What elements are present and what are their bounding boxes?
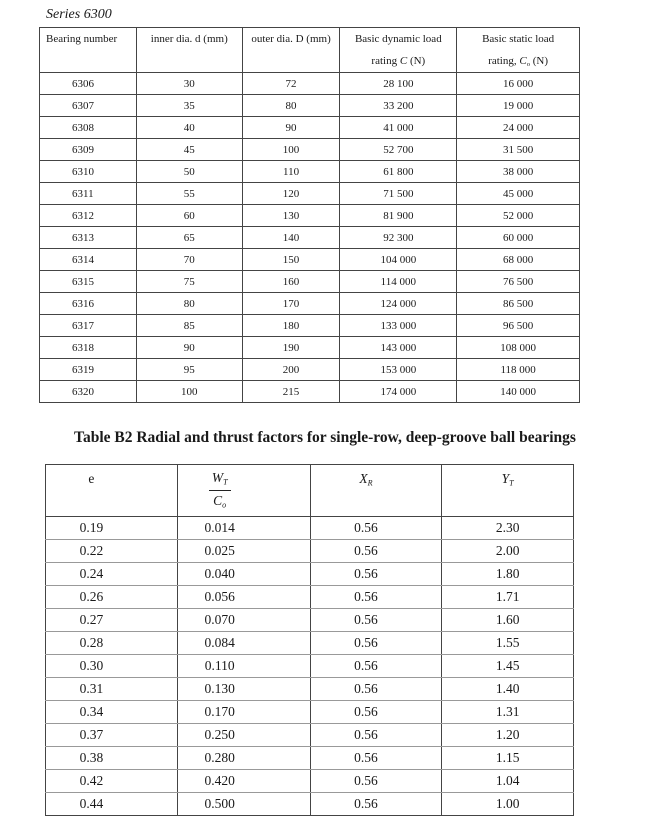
table-row <box>40 315 580 337</box>
header-dynamic-load-line1: Basic dynamic load <box>340 28 457 51</box>
header-outer-dia-cont <box>242 50 340 73</box>
inner-dia-cell: 50 <box>136 161 242 183</box>
inner-dia-cell: 90 <box>136 337 242 359</box>
dynamic-load-cell: 114 000 <box>340 271 457 293</box>
outer-dia-cell: 200 <box>242 359 340 381</box>
table-row <box>40 95 580 117</box>
inner-dia-cell: 55 <box>136 183 242 205</box>
wt-over-co-cell: 0.110 <box>177 655 310 678</box>
outer-dia-cell: 160 <box>242 271 340 293</box>
bearing-number-cell: 6309 <box>40 139 137 161</box>
table-row <box>46 609 574 632</box>
wt-over-co-cell: 0.420 <box>177 770 310 793</box>
wt-over-co-fraction: $\frac{W_T}{C_o}$ <box>209 471 231 509</box>
bearing-number-cell: 6316 <box>40 293 137 315</box>
header-e: e <box>46 465 178 517</box>
bearing-number-cell: 6308 <box>40 117 137 139</box>
table-row <box>40 183 580 205</box>
table-row <box>46 540 574 563</box>
yt-cell: 2.00 <box>442 540 574 563</box>
header-dynamic-load-line2: rating C (N) <box>340 50 457 73</box>
header-inner-dia-cont <box>136 50 242 73</box>
e-cell: 0.22 <box>46 540 178 563</box>
inner-dia-cell: 100 <box>136 381 242 403</box>
wt-over-co-cell: 0.280 <box>177 747 310 770</box>
table-row <box>46 770 574 793</box>
header-static-load-line1: Basic static load <box>457 28 580 51</box>
wt-over-co-cell: 0.500 <box>177 793 310 816</box>
static-load-cell: 52 000 <box>457 205 580 227</box>
dynamic-load-cell: 41 000 <box>340 117 457 139</box>
wt-over-co-cell: 0.040 <box>177 563 310 586</box>
table-row <box>40 293 580 315</box>
bearing-number-cell: 6307 <box>40 95 137 117</box>
dynamic-load-cell: 81 900 <box>340 205 457 227</box>
xr-cell: 0.56 <box>310 747 442 770</box>
inner-dia-cell: 80 <box>136 293 242 315</box>
dynamic-load-cell: 61 800 <box>340 161 457 183</box>
table-row <box>40 161 580 183</box>
outer-dia-cell: 170 <box>242 293 340 315</box>
static-load-cell: 68 000 <box>457 249 580 271</box>
yt-cell: 1.80 <box>442 563 574 586</box>
e-cell: 0.31 <box>46 678 178 701</box>
header-xr: $X_R$ <box>310 465 442 517</box>
table-row <box>40 227 580 249</box>
table-row <box>40 271 580 293</box>
dynamic-load-cell: 133 000 <box>340 315 457 337</box>
yt-cell: 1.45 <box>442 655 574 678</box>
table-row <box>46 517 574 540</box>
inner-dia-cell: 40 <box>136 117 242 139</box>
dynamic-load-cell: 124 000 <box>340 293 457 315</box>
yt-cell: 1.20 <box>442 724 574 747</box>
dynamic-load-cell: 71 500 <box>340 183 457 205</box>
static-load-cell: 16 000 <box>457 73 580 95</box>
table-row <box>46 701 574 724</box>
bearing-number-cell: 6312 <box>40 205 137 227</box>
wt-over-co-cell: 0.084 <box>177 632 310 655</box>
outer-dia-cell: 140 <box>242 227 340 249</box>
e-cell: 0.19 <box>46 517 178 540</box>
radial-thrust-factors-table <box>45 464 574 816</box>
table-row <box>46 747 574 770</box>
xr-cell: 0.56 <box>310 632 442 655</box>
e-cell: 0.34 <box>46 701 178 724</box>
outer-dia-cell: 150 <box>242 249 340 271</box>
outer-dia-cell: 90 <box>242 117 340 139</box>
inner-dia-cell: 60 <box>136 205 242 227</box>
e-cell: 0.28 <box>46 632 178 655</box>
yt-cell: 1.00 <box>442 793 574 816</box>
e-cell: 0.37 <box>46 724 178 747</box>
outer-dia-cell: 110 <box>242 161 340 183</box>
table-row <box>40 73 580 95</box>
table-row <box>40 205 580 227</box>
bearing-number-cell: 6310 <box>40 161 137 183</box>
table-b2-caption: Table B2 Radial and thrust factors for single-row, deep-groove ball bearings <box>74 429 576 446</box>
outer-dia-cell: 72 <box>242 73 340 95</box>
outer-dia-cell: 130 <box>242 205 340 227</box>
wt-over-co-cell: 0.070 <box>177 609 310 632</box>
inner-dia-cell: 45 <box>136 139 242 161</box>
bearing-number-cell: 6315 <box>40 271 137 293</box>
dynamic-load-cell: 143 000 <box>340 337 457 359</box>
wt-over-co-cell: 0.025 <box>177 540 310 563</box>
static-load-cell: 76 500 <box>457 271 580 293</box>
bearing-number-cell: 6313 <box>40 227 137 249</box>
static-load-cell: 118 000 <box>457 359 580 381</box>
wt-over-co-cell: 0.250 <box>177 724 310 747</box>
table-row <box>40 117 580 139</box>
xr-cell: 0.56 <box>310 586 442 609</box>
table-row <box>40 381 580 403</box>
inner-dia-cell: 70 <box>136 249 242 271</box>
table-row <box>46 586 574 609</box>
static-load-cell: 38 000 <box>457 161 580 183</box>
header-bearing-number: Bearing number <box>40 28 137 51</box>
table-row <box>46 632 574 655</box>
dynamic-load-cell: 153 000 <box>340 359 457 381</box>
static-load-cell: 140 000 <box>457 381 580 403</box>
e-cell: 0.24 <box>46 563 178 586</box>
header-outer-dia: outer dia. D (mm) <box>242 28 340 51</box>
xr-cell: 0.56 <box>310 655 442 678</box>
inner-dia-cell: 35 <box>136 95 242 117</box>
inner-dia-cell: 85 <box>136 315 242 337</box>
yt-cell: 2.30 <box>442 517 574 540</box>
yt-cell: 1.15 <box>442 747 574 770</box>
header-static-load-line2: rating, $C_o$ (N) <box>457 50 580 73</box>
table-row <box>40 139 580 161</box>
dynamic-load-cell: 28 100 <box>340 73 457 95</box>
xr-cell: 0.56 <box>310 770 442 793</box>
bearing-series-table <box>39 27 580 403</box>
yt-cell: 1.04 <box>442 770 574 793</box>
bearing-number-cell: 6319 <box>40 359 137 381</box>
yt-cell: 1.55 <box>442 632 574 655</box>
bearing-number-cell: 6318 <box>40 337 137 359</box>
wt-over-co-cell: 0.170 <box>177 701 310 724</box>
table-row <box>46 563 574 586</box>
bearing-number-cell: 6317 <box>40 315 137 337</box>
yt-cell: 1.60 <box>442 609 574 632</box>
table-row <box>46 793 574 816</box>
header-wt-over-co <box>177 465 310 517</box>
xr-cell: 0.56 <box>310 793 442 816</box>
static-load-cell: 60 000 <box>457 227 580 249</box>
e-cell: 0.44 <box>46 793 178 816</box>
table-row <box>46 678 574 701</box>
static-load-cell: 96 500 <box>457 315 580 337</box>
yt-cell: 1.71 <box>442 586 574 609</box>
xr-cell: 0.56 <box>310 517 442 540</box>
inner-dia-cell: 30 <box>136 73 242 95</box>
e-cell: 0.27 <box>46 609 178 632</box>
xr-cell: 0.56 <box>310 678 442 701</box>
outer-dia-cell: 190 <box>242 337 340 359</box>
outer-dia-cell: 120 <box>242 183 340 205</box>
e-cell: 0.42 <box>46 770 178 793</box>
bearing-number-cell: 6314 <box>40 249 137 271</box>
bearing-number-cell: 6306 <box>40 73 137 95</box>
table-row <box>40 249 580 271</box>
static-load-cell: 19 000 <box>457 95 580 117</box>
yt-cell: 1.40 <box>442 678 574 701</box>
header-bearing-number-cont <box>40 50 137 73</box>
inner-dia-cell: 65 <box>136 227 242 249</box>
inner-dia-cell: 95 <box>136 359 242 381</box>
wt-over-co-cell: 0.056 <box>177 586 310 609</box>
xr-cell: 0.56 <box>310 724 442 747</box>
e-cell: 0.26 <box>46 586 178 609</box>
table-row <box>40 359 580 381</box>
header-inner-dia: inner dia. d (mm) <box>136 28 242 51</box>
dynamic-load-cell: 92 300 <box>340 227 457 249</box>
wt-over-co-cell: 0.014 <box>177 517 310 540</box>
series-title: Series 6300 <box>46 7 112 22</box>
xr-cell: 0.56 <box>310 540 442 563</box>
yt-cell: 1.31 <box>442 701 574 724</box>
bearing-number-cell: 6311 <box>40 183 137 205</box>
e-cell: 0.38 <box>46 747 178 770</box>
outer-dia-cell: 80 <box>242 95 340 117</box>
header-yt: $Y_T$ <box>442 465 574 517</box>
inner-dia-cell: 75 <box>136 271 242 293</box>
dynamic-load-cell: 33 200 <box>340 95 457 117</box>
xr-cell: 0.56 <box>310 701 442 724</box>
dynamic-load-cell: 174 000 <box>340 381 457 403</box>
bearing-number-cell: 6320 <box>40 381 137 403</box>
xr-cell: 0.56 <box>310 563 442 586</box>
table-row <box>46 655 574 678</box>
table-row <box>40 337 580 359</box>
static-load-cell: 45 000 <box>457 183 580 205</box>
static-load-cell: 86 500 <box>457 293 580 315</box>
e-cell: 0.30 <box>46 655 178 678</box>
wt-over-co-cell: 0.130 <box>177 678 310 701</box>
xr-cell: 0.56 <box>310 609 442 632</box>
outer-dia-cell: 100 <box>242 139 340 161</box>
dynamic-load-cell: 52 700 <box>340 139 457 161</box>
static-load-cell: 24 000 <box>457 117 580 139</box>
static-load-cell: 31 500 <box>457 139 580 161</box>
table-row <box>46 724 574 747</box>
outer-dia-cell: 215 <box>242 381 340 403</box>
static-load-cell: 108 000 <box>457 337 580 359</box>
outer-dia-cell: 180 <box>242 315 340 337</box>
dynamic-load-cell: 104 000 <box>340 249 457 271</box>
